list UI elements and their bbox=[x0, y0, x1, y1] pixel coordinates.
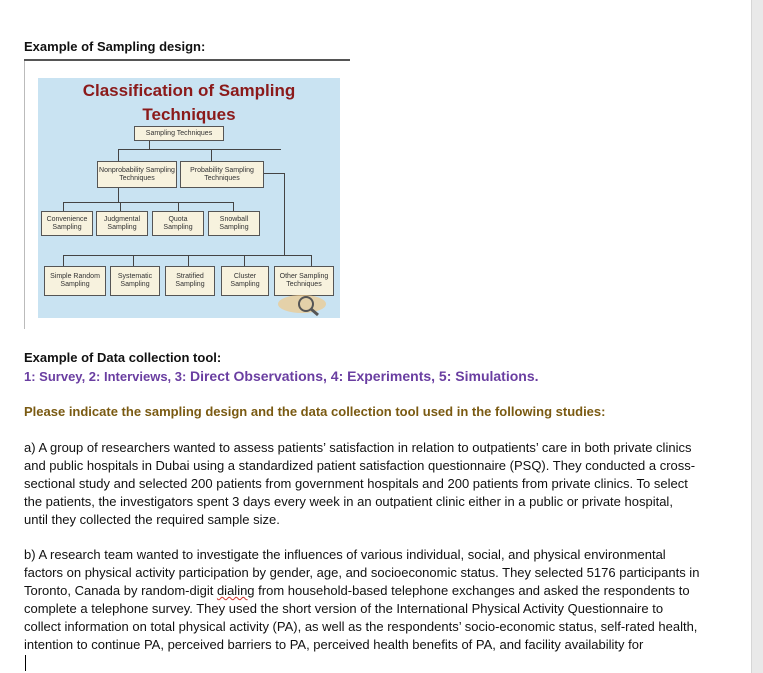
systematic-sampling-box: Systematic Sampling bbox=[110, 266, 160, 296]
connector bbox=[263, 173, 285, 174]
root-box: Sampling Techniques bbox=[134, 126, 224, 141]
sampling-heading: Example of Sampling design: bbox=[24, 39, 206, 54]
connector bbox=[120, 202, 121, 211]
connector bbox=[118, 149, 119, 161]
connector bbox=[133, 255, 134, 266]
connector bbox=[63, 202, 233, 203]
paragraph-a-line: and public hospitals in Dubai using a standardized patient satisfaction questionnaire (PSQ). They conducted a cross- bbox=[24, 458, 696, 473]
paragraph-b-text: Toronto, Canada by random-digit bbox=[24, 583, 217, 598]
text-cursor bbox=[25, 655, 26, 671]
paragraph-b bbox=[24, 546, 739, 654]
connector bbox=[284, 173, 285, 255]
sampling-classification-figure[interactable] bbox=[38, 78, 340, 318]
spelling-error-word[interactable]: dialing bbox=[216, 583, 255, 598]
paragraph-b-line: intention to continue PA, perceived barriers to PA, perceived health benefits of PA, and facility availability for bbox=[24, 637, 644, 652]
simple-random-sampling-box: Simple Random Sampling bbox=[44, 266, 106, 296]
convenience-sampling-box: Convenience Sampling bbox=[41, 211, 93, 236]
connector bbox=[118, 188, 119, 202]
horizontal-rule bbox=[24, 59, 350, 61]
connector bbox=[211, 149, 212, 161]
paragraph-b-line bbox=[24, 582, 739, 600]
other-sampling-techniques-box: Other Sampling Techniques bbox=[274, 266, 334, 296]
data-collection-tools-list bbox=[24, 367, 539, 386]
connector bbox=[63, 255, 64, 266]
judgmental-sampling-box: Judgmental Sampling bbox=[96, 211, 148, 236]
tools-part2: Direct Observations, 4: Experiments, 5: Simulations. bbox=[189, 368, 539, 384]
stratified-sampling-box: Stratified Sampling bbox=[165, 266, 215, 296]
connector bbox=[233, 202, 234, 211]
paragraph-a-line: sectional study and selected 200 patients from government hospitals and 200 patients from private clinics. To select bbox=[24, 476, 688, 491]
tools-part1: 1: Survey, 2: Interviews, 3: bbox=[24, 369, 190, 384]
nonprobability-box: Nonprobability Sampling Techniques bbox=[97, 161, 177, 188]
data-collection-heading: Example of Data collection tool: bbox=[24, 350, 222, 365]
quota-sampling-box: Quota Sampling bbox=[152, 211, 204, 236]
connector bbox=[118, 149, 281, 150]
paragraph-a-line: a) A group of researchers wanted to assess patients’ satisfaction in relation to outpatients’ care in both private clinics bbox=[24, 440, 692, 455]
page-edge bbox=[751, 0, 763, 673]
paragraph-b-text: from household-based telephone exchanges and asked the respondents to bbox=[254, 583, 690, 598]
connector bbox=[149, 141, 150, 149]
connector bbox=[311, 255, 312, 266]
figure-title-line1: Classification of Sampling bbox=[82, 81, 296, 100]
paragraph-a-line: the patients, the investigators spent 3 days every week in an outpatient clinic either in a public or private hospital, bbox=[24, 494, 673, 509]
connector bbox=[63, 202, 64, 211]
paragraph-b-line: factors on physical activity participation by gender, age, and socioeconomic status. They selected 5176 participants in bbox=[24, 565, 700, 580]
magnifier-icon bbox=[276, 294, 328, 318]
paragraph-a-line: until they collected the required sample size. bbox=[24, 512, 280, 527]
snowball-sampling-box: Snowball Sampling bbox=[208, 211, 260, 236]
paragraph-b-line: b) A research team wanted to investigate the influences of various individual, social, and physical environmental bbox=[24, 547, 666, 562]
connector bbox=[63, 255, 311, 256]
connector bbox=[244, 255, 245, 266]
probability-box: Probability Sampling Techniques bbox=[180, 161, 264, 188]
paragraph-b-line: complete a telephone survey. They used the short version of the International Physical Activity Questionnaire to bbox=[24, 601, 664, 616]
cluster-sampling-box: Cluster Sampling bbox=[221, 266, 269, 296]
connector bbox=[188, 255, 189, 266]
question-prompt: Please indicate the sampling design and the data collection tool used in the following studies: bbox=[24, 404, 606, 419]
figure-title-line2: Techniques bbox=[142, 105, 236, 124]
image-frame-line bbox=[24, 61, 25, 329]
paragraph-b-line: collect information on total physical activity (PA), as well as the respondents’ socio-economic status, self-rated health, bbox=[24, 619, 698, 634]
connector bbox=[178, 202, 179, 211]
paragraph-a bbox=[24, 439, 739, 529]
